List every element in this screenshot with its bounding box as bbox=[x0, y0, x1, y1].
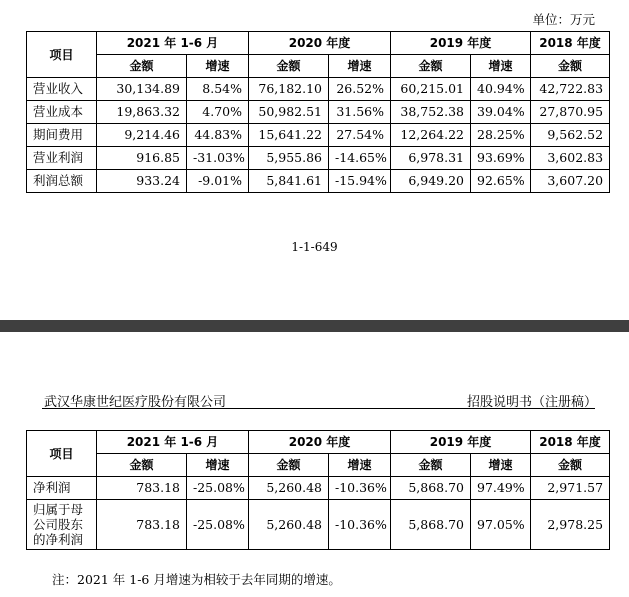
cell: 5,841.61 bbox=[249, 170, 329, 193]
header-amount: 金额 bbox=[97, 454, 187, 477]
cell: 9,214.46 bbox=[97, 124, 187, 147]
table-row bbox=[27, 147, 610, 170]
header-period: 2020 年度 bbox=[249, 32, 391, 55]
cell: 38,752.38 bbox=[391, 101, 471, 124]
header-amount: 金额 bbox=[391, 454, 471, 477]
cell: -9.01% bbox=[187, 170, 249, 193]
cell: -10.36% bbox=[329, 500, 391, 550]
table-row bbox=[27, 124, 610, 147]
cell: 92.65% bbox=[471, 170, 531, 193]
header-amount: 金额 bbox=[391, 55, 471, 78]
cell: 783.18 bbox=[97, 500, 187, 550]
header-growth: 增速 bbox=[471, 55, 531, 78]
page-number: 1-1-649 bbox=[291, 240, 338, 254]
header-amount: 金额 bbox=[249, 454, 329, 477]
financial-table-2 bbox=[26, 430, 610, 550]
cell: 5,868.70 bbox=[391, 477, 471, 500]
table-row bbox=[27, 101, 610, 124]
cell: 9,562.52 bbox=[531, 124, 610, 147]
cell: 6,949.20 bbox=[391, 170, 471, 193]
cell: 933.24 bbox=[97, 170, 187, 193]
cell: 5,260.48 bbox=[249, 477, 329, 500]
cell: 39.04% bbox=[471, 101, 531, 124]
header-amount: 金额 bbox=[531, 454, 610, 477]
cell: 30,134.89 bbox=[97, 78, 187, 101]
cell: 40.94% bbox=[471, 78, 531, 101]
row-label-line: 的净利润 bbox=[33, 532, 84, 547]
header-period: 2021 年 1-6 月 bbox=[97, 431, 249, 454]
header-amount: 金额 bbox=[97, 55, 187, 78]
document-type: 招股说明书（注册稿） bbox=[466, 395, 597, 410]
cell: 4.70% bbox=[187, 101, 249, 124]
cell: 5,868.70 bbox=[391, 500, 471, 550]
cell: -31.03% bbox=[187, 147, 249, 170]
cell: 97.49% bbox=[471, 477, 531, 500]
header-period: 2019 年度 bbox=[391, 431, 531, 454]
cell: 26.52% bbox=[329, 78, 391, 101]
header-growth: 增速 bbox=[471, 454, 531, 477]
cell: 12,264.22 bbox=[391, 124, 471, 147]
cell: 97.05% bbox=[471, 500, 531, 550]
header-growth: 增速 bbox=[187, 454, 249, 477]
cell: 42,722.83 bbox=[531, 78, 610, 101]
cell: 2,978.25 bbox=[531, 500, 610, 550]
cell: 60,215.01 bbox=[391, 78, 471, 101]
cell: -10.36% bbox=[329, 477, 391, 500]
cell: 2,971.57 bbox=[531, 477, 610, 500]
table-row bbox=[27, 500, 610, 550]
cell: 3,607.20 bbox=[531, 170, 610, 193]
cell: 916.85 bbox=[97, 147, 187, 170]
header-period: 2018 年度 bbox=[531, 32, 610, 55]
header-rule bbox=[42, 408, 595, 409]
cell: 19,863.32 bbox=[97, 101, 187, 124]
cell: 783.18 bbox=[97, 477, 187, 500]
header-item: 项目 bbox=[27, 32, 97, 78]
header-amount: 金额 bbox=[531, 55, 610, 78]
page-divider bbox=[0, 320, 629, 332]
row-label: 净利润 bbox=[27, 477, 97, 500]
row-label-line: 归属于母 bbox=[33, 502, 84, 517]
row-label: 营业成本 bbox=[27, 101, 97, 124]
cell: 93.69% bbox=[471, 147, 531, 170]
cell: 27,870.95 bbox=[531, 101, 610, 124]
row-label: 营业收入 bbox=[27, 78, 97, 101]
cell: 27.54% bbox=[329, 124, 391, 147]
header-period: 2019 年度 bbox=[391, 32, 531, 55]
header-item: 项目 bbox=[27, 431, 97, 477]
row-label bbox=[27, 500, 97, 550]
cell: 76,182.10 bbox=[249, 78, 329, 101]
row-label: 利润总额 bbox=[27, 170, 97, 193]
row-label-line: 公司股东 bbox=[33, 517, 84, 532]
table-row bbox=[27, 78, 610, 101]
cell: 6,978.31 bbox=[391, 147, 471, 170]
cell: 3,602.83 bbox=[531, 147, 610, 170]
header-growth: 增速 bbox=[329, 454, 391, 477]
row-label: 期间费用 bbox=[27, 124, 97, 147]
cell: 5,260.48 bbox=[249, 500, 329, 550]
header-amount: 金额 bbox=[249, 55, 329, 78]
unit-label: 单位：万元 bbox=[532, 12, 595, 27]
cell: 5,955.86 bbox=[249, 147, 329, 170]
footnote: 注：2021 年 1-6 月增速为相较于去年同期的增速。 bbox=[52, 572, 341, 587]
cell: -25.08% bbox=[187, 500, 249, 550]
cell: 31.56% bbox=[329, 101, 391, 124]
cell: 28.25% bbox=[471, 124, 531, 147]
cell: 8.54% bbox=[187, 78, 249, 101]
table-row bbox=[27, 477, 610, 500]
company-name: 武汉华康世纪医疗股份有限公司 bbox=[44, 395, 227, 410]
financial-table-1 bbox=[26, 31, 610, 193]
header-growth: 增速 bbox=[329, 55, 391, 78]
header-period: 2018 年度 bbox=[531, 431, 610, 454]
table-row bbox=[27, 170, 610, 193]
header-growth: 增速 bbox=[187, 55, 249, 78]
cell: -14.65% bbox=[329, 147, 391, 170]
cell: 15,641.22 bbox=[249, 124, 329, 147]
cell: 44.83% bbox=[187, 124, 249, 147]
header-period: 2021 年 1-6 月 bbox=[97, 32, 249, 55]
cell: 50,982.51 bbox=[249, 101, 329, 124]
cell: -25.08% bbox=[187, 477, 249, 500]
header-period: 2020 年度 bbox=[249, 431, 391, 454]
cell: -15.94% bbox=[329, 170, 391, 193]
row-label: 营业利润 bbox=[27, 147, 97, 170]
